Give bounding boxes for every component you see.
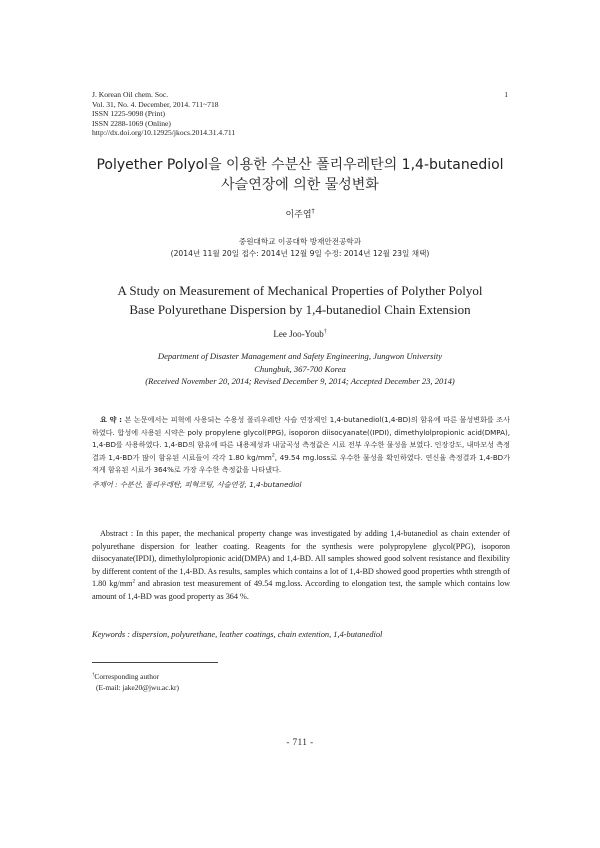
affiliation-korean-line1: 중원대학교 이공대학 방재안전공학과 [238, 237, 362, 246]
author-english [40, 329, 560, 339]
issn-print: ISSN 1225-9098 (Print) [92, 109, 165, 119]
footnote-label: Corresponding author [94, 672, 160, 681]
author-korean-name: 이주엽 [285, 210, 312, 220]
affiliation-korean [40, 236, 560, 260]
footnote-mark: † [92, 672, 95, 678]
affiliation-english [40, 350, 560, 388]
page-number: - 711 - [286, 737, 314, 747]
abstract-korean-text-a: 본 논문에서는 피혁에 사용되는 수용성 폴리우레탄 사슬 연장제인 1,4-butanediol(1,4-BD)의 함유에 따른 물성변화를 조사하였다. 합성에 사용된 시약은 poly propylene glycol(PPG), isoporon diisocyanate((IPDI), dimethylolpropionic acid(DMPA), 1,4-BD를 사용하였다. 1,4-BD의 함유에 따른 내용제성과 내굴곡성 측정값은 시료 전부 우수한 물성을 보였다. 인장강도, 내마모성 측정결과 1,4-BD가 많이 함유된 시료들이 각각 1.80 kg [92, 415, 511, 462]
affiliation-korean-line2: (2014년 11월 20일 접수: 2014년 12월 9일 수정: 2014년 12월 23일 채택) [170, 249, 430, 258]
journal-info [92, 90, 452, 138]
author-korean [40, 207, 560, 220]
page-corner-number: 1 [504, 90, 508, 99]
author-english-mark: † [323, 329, 327, 335]
footnote-email[interactable]: (E-mail: jake20@jwu.ac.kr) [96, 683, 179, 692]
title-korean-line2: 사슬연장에 의한 물성변화 [221, 177, 379, 193]
title-korean-line1: Polyether Polyol을 이용한 수분산 폴리우레탄의 1,4-butanediol [96, 157, 504, 173]
doi-link[interactable]: http://dx.doi.org/10.12925/jkocs.2014.31.4.711 [92, 128, 236, 138]
keywords-english: Keywords : dispersion, polyurethane, leather coatings, chain extention, 1,4-butanediol [92, 630, 383, 639]
abstract-english-lead: Abstract : [100, 529, 134, 538]
affiliation-english-line2: Chungbuk, 367-700 Korea [254, 363, 346, 374]
abstract-korean-unit: /mm [255, 452, 272, 462]
footnote [92, 671, 392, 693]
abstract-english-text-a: In this paper, the mechanical property change was investigated by adding 1,4-butanediol as chain extender of polyurethane dispersion for leather coating. Reagents for the synthesis were polypropylene glycol(PPG), isoporon diisocyanate(IPDI), dimethylolpropionic acid(DMPA) and 1,4-BD. All samples showed good solvent resistance and flexibility by different content of the 1,4-BD. As results, samples which contains a lot of 1,4-BD showed good properties whth strength of 1.80 kg/mm [92, 529, 510, 589]
abstract-english-text-b: and abrasion test measurement of 49.54 mg.loss. According to elongation test, the sample which contains low amount of 1,4-BD was good property as 364 %. [92, 579, 510, 601]
title-english-line2: Base Polyurethane Dispersion by 1,4-butanediol Chain Extension [129, 302, 471, 317]
author-korean-mark: † [311, 209, 315, 215]
abstract-korean-unit-sup: 2 [271, 453, 275, 459]
issn-online: ISSN 2288-1069 (Online) [92, 118, 171, 128]
abstract-korean [92, 414, 510, 477]
keywords-korean: 주제어 : 수분산, 폴리우레탄, 피혁코팅, 사슬연장, 1,4-butanediol [92, 480, 302, 489]
abstract-korean-lead: 요 약 : [100, 415, 123, 424]
title-english [40, 281, 560, 319]
affiliation-english-line1: Department of Disaster Management and Safety Engineering, Jungwon University [157, 351, 443, 361]
footnote-divider [92, 662, 218, 663]
received-dates: (Received November 20, 2014; Revised December 9, 2014; Accepted December 23, 2014) [145, 376, 455, 386]
abstract-english-unit-sup: 2 [132, 578, 136, 585]
abstract-english [92, 528, 510, 604]
journal-name: J. Korean Oil chem. Soc. [92, 90, 169, 99]
title-english-line1: A Study on Measurement of Mechanical Properties of Polyther Polyol [117, 283, 483, 298]
author-english-name: Lee Joo-Youb [273, 329, 324, 339]
title-korean [40, 155, 560, 195]
abstract-korean-text-b: , 49.54 mg.loss로 우수한 물성을 확인하였다. 연신율 측정결과 1,4-BD가 적게 함유된 시료가 364%로 가장 우수한 측정값을 나타냈다. [92, 452, 510, 474]
journal-volume: Vol. 31, No. 4. December, 2014. 711~718 [92, 99, 219, 109]
